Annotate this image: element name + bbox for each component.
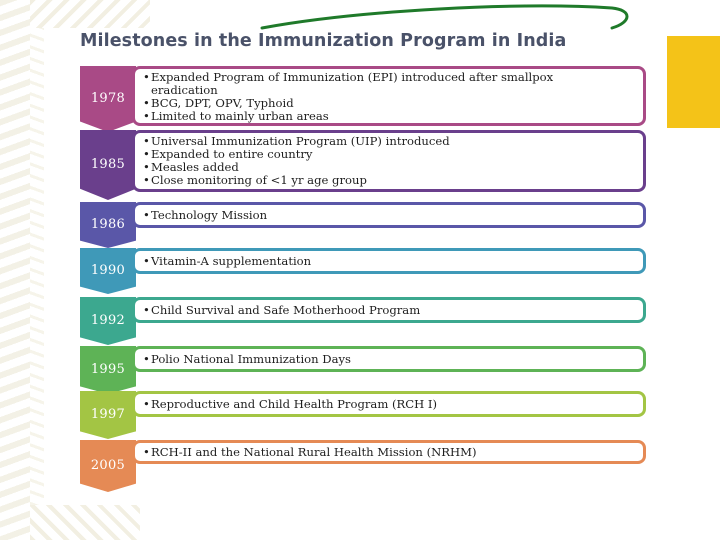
bullet-icon: • [143,109,150,123]
milestone-bullet-item [143,209,267,222]
year-label: 2005 [90,458,126,473]
milestone-text: Measles added [151,160,239,174]
year-label: 1990 [90,263,126,278]
milestone-text: RCH-II and the National Rural Health Mission (NRHM) [151,444,477,459]
milestone-bullet-item [143,174,635,187]
year-label: 1992 [90,313,126,328]
milestone-text: Expanded Program of Immunization (EPI) introduced after smallpox [151,70,554,84]
milestone-bullet-item [143,255,311,268]
milestone-row-1978 [80,66,646,132]
milestone-text: Polio National Immunization Days [151,351,352,366]
milestone-text: Child Survival and Safe Motherhood Program [151,302,421,317]
bullet-icon: • [143,351,150,366]
milestone-row-1985 [80,130,646,200]
milestone-bullet-item [143,304,420,317]
milestone-description-box [132,248,646,274]
bullet-icon: • [143,147,150,161]
milestone-bullet-item [143,353,351,366]
milestone-description-box [132,346,646,372]
milestone-text: Reproductive and Child Health Program (RCH I) [151,396,438,411]
milestone-row-2005 [80,440,646,492]
milestone-text: Vitamin-A supplementation [151,253,312,268]
page-title: Milestones in the Immunization Program in India [80,31,567,51]
milestone-description-box [132,130,646,192]
milestone-description-box [132,202,646,228]
bullet-icon: • [143,134,150,148]
milestone-text: Close monitoring of <1 yr age group [151,173,367,187]
bullet-icon: • [143,96,150,110]
milestone-bullet-item [143,398,437,411]
milestone-text: Limited to mainly urban areas [151,109,329,123]
milestone-description-box [132,297,646,323]
green-swoosh-line [0,0,720,60]
year-label: 1995 [90,362,126,377]
bullet-icon: • [143,173,150,187]
bullet-icon: • [143,444,150,459]
year-label: 1997 [90,407,126,422]
milestone-row-1992 [80,297,646,345]
bullet-icon: • [143,207,150,222]
bottom-decorative-pattern [30,505,140,540]
year-label: 1985 [90,157,126,172]
milestone-row-1995 [80,346,646,394]
milestone-description-box [132,66,646,126]
milestone-row-1997 [80,391,646,439]
year-label: 1986 [90,217,126,232]
bullet-icon: • [143,70,150,84]
milestone-row-1990 [80,248,646,294]
milestone-description-box [132,440,646,464]
bullet-icon: • [143,253,150,268]
milestone-text: BCG, DPT, OPV, Typhoid [151,96,294,110]
year-label: 1978 [90,91,126,106]
bullet-icon: • [143,396,150,411]
left-decorative-pattern [0,0,30,540]
milestone-bullet-item [143,446,476,459]
milestone-text: Universal Immunization Program (UIP) introduced [151,134,450,148]
milestone-text: Expanded to entire country [151,147,313,161]
bullet-icon: • [143,302,150,317]
bullet-icon: • [143,160,150,174]
milestone-text: eradication [151,83,218,97]
milestone-bullet-item [143,110,635,123]
milestone-text: Technology Mission [151,207,268,222]
milestone-description-box [132,391,646,417]
milestone-row-1986 [80,202,646,248]
